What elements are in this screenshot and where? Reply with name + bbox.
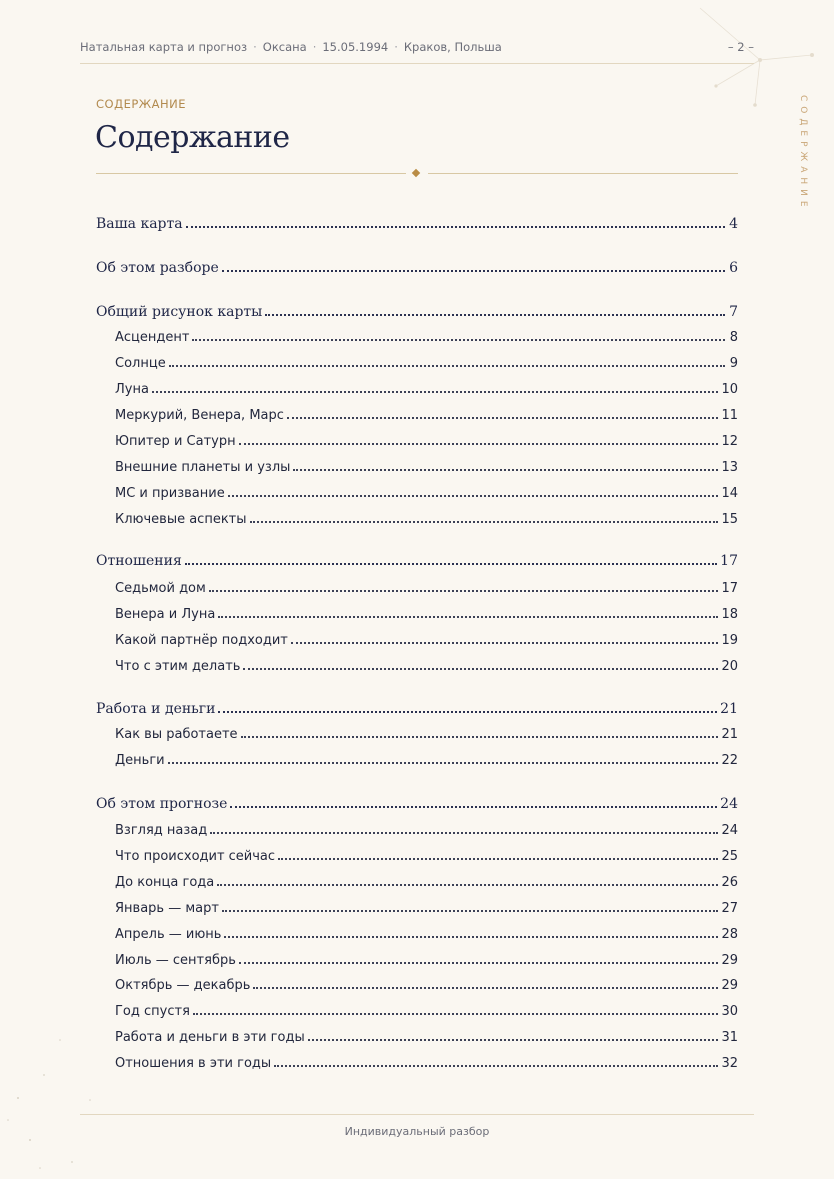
dot-leader xyxy=(209,589,719,592)
dot-leader xyxy=(308,1038,719,1041)
toc-entry-label: Солнце xyxy=(115,356,166,371)
toc-entry-label: Луна xyxy=(115,382,149,397)
toc-subsection-entry[interactable] xyxy=(115,953,738,968)
dot-leader xyxy=(250,520,719,523)
dot-leader xyxy=(291,641,719,644)
toc-subsection-entry[interactable] xyxy=(115,927,738,942)
dot-leader xyxy=(192,338,725,341)
toc-page-number: 29 xyxy=(721,978,738,993)
dot-leader xyxy=(224,935,718,938)
toc-entry-label: Ваша карта xyxy=(96,216,183,232)
dot-leader xyxy=(193,1012,719,1015)
toc-subsection-entry[interactable] xyxy=(115,659,738,674)
toc-section-entry[interactable] xyxy=(96,304,738,320)
dot-leader xyxy=(169,364,725,367)
footer-rule xyxy=(80,1114,754,1115)
toc-subsection-entry[interactable] xyxy=(115,727,738,742)
toc-entry-label: Ключевые аспекты xyxy=(115,512,247,527)
header-birth-date: 15.05.1994 xyxy=(322,40,389,54)
dot-leader xyxy=(287,416,719,419)
header-separator: · xyxy=(312,40,317,54)
toc-entry-label: До конца года xyxy=(115,875,215,890)
toc-page-number: 4 xyxy=(729,216,738,232)
dot-leader xyxy=(186,225,725,228)
toc-page-number: 22 xyxy=(721,753,738,768)
dot-leader xyxy=(222,909,719,912)
diamond-ornament-icon xyxy=(412,169,420,177)
dot-leader xyxy=(228,494,719,497)
toc-page-number: 8 xyxy=(729,330,738,345)
toc-entry-label: Что происходит сейчас xyxy=(115,849,276,864)
dot-leader xyxy=(218,710,717,713)
running-header xyxy=(80,40,754,54)
toc-subsection-entry[interactable] xyxy=(115,330,738,345)
toc-page-number: 31 xyxy=(721,1030,738,1045)
toc-entry-label: Юпитер и Сатурн xyxy=(115,434,236,449)
toc-subsection-entry[interactable] xyxy=(115,460,738,475)
dot-leader xyxy=(230,805,717,808)
dot-leader xyxy=(278,857,718,860)
divider-line-left xyxy=(96,173,406,174)
toc-page-number: 18 xyxy=(721,607,738,622)
header-separator: · xyxy=(394,40,398,54)
toc-entry-label: Общий рисунок карты xyxy=(96,304,263,320)
toc-page-number: 14 xyxy=(721,486,738,501)
toc-subsection-entry[interactable] xyxy=(115,382,738,397)
dot-leader xyxy=(274,1064,718,1067)
toc-page-number: 25 xyxy=(721,849,738,864)
dot-leader xyxy=(217,883,718,886)
title-divider xyxy=(96,168,738,180)
toc-entry-label: Год спустя xyxy=(115,1004,190,1019)
toc-entry-label: MC и призвание xyxy=(115,486,225,501)
toc-entry-label: Октябрь — декабрь xyxy=(115,978,251,993)
toc-subsection-entry[interactable] xyxy=(115,1004,738,1019)
toc-page-number: 21 xyxy=(720,701,738,717)
toc-subsection-entry[interactable] xyxy=(115,1056,738,1071)
page-title: Содержание xyxy=(95,120,290,155)
toc-entry-label: Взгляд назад xyxy=(115,823,208,838)
toc-entry-label: Отношения xyxy=(96,553,182,569)
toc-entry-label: Отношения в эти годы xyxy=(115,1056,272,1071)
divider-line-right xyxy=(428,173,738,174)
toc-subsection-entry[interactable] xyxy=(115,901,738,916)
dot-leader xyxy=(185,562,717,565)
toc-page-number: 13 xyxy=(721,460,738,475)
dot-leader xyxy=(265,313,725,316)
dot-leader xyxy=(239,961,719,964)
toc-page-number: 32 xyxy=(721,1056,738,1071)
dot-leader xyxy=(293,468,718,471)
dot-leader xyxy=(253,986,718,989)
toc-page-number: 17 xyxy=(720,553,738,569)
toc-subsection-entry[interactable] xyxy=(115,408,738,423)
header-page-number: – 2 – xyxy=(727,40,754,54)
toc-entry-label: Седьмой дом xyxy=(115,581,206,596)
dot-leader xyxy=(152,390,719,393)
toc-page-number: 10 xyxy=(721,382,738,397)
toc-page-number: 30 xyxy=(721,1004,738,1019)
toc-page-number: 12 xyxy=(721,434,738,449)
toc-entry-label: Январь — март xyxy=(115,901,219,916)
toc-entry-label: Деньги xyxy=(115,753,165,768)
toc-entry-label: Внешние планеты и узлы xyxy=(115,460,291,475)
header-rule xyxy=(80,63,754,64)
toc-page-number: 7 xyxy=(729,304,738,320)
toc-page-number: 19 xyxy=(721,633,738,648)
toc-page-number: 9 xyxy=(729,356,738,371)
toc-entry-label: Работа и деньги xyxy=(96,701,216,717)
dot-leader xyxy=(241,735,719,738)
toc-page-number: 24 xyxy=(721,823,738,838)
header-doc-title: Натальная карта и прогноз xyxy=(80,40,248,54)
toc-subsection-entry[interactable] xyxy=(115,633,738,648)
toc-page-number: 26 xyxy=(721,875,738,890)
toc-page-number: 20 xyxy=(721,659,738,674)
toc-entry-label: Работа и деньги в эти годы xyxy=(115,1030,305,1045)
dot-leader xyxy=(222,269,725,272)
toc-entry-label: Как вы работаете xyxy=(115,727,238,742)
toc-page-number: 15 xyxy=(721,512,738,527)
header-breadcrumb xyxy=(80,40,502,54)
toc-page-number: 21 xyxy=(721,727,738,742)
toc-subsection-entry[interactable] xyxy=(115,849,738,864)
dot-leader xyxy=(218,615,718,618)
toc-subsection-entry[interactable] xyxy=(115,875,738,890)
toc-entry-label: Асцендент xyxy=(115,330,190,345)
toc-page-number: 11 xyxy=(721,408,738,423)
header-separator: · xyxy=(253,40,257,54)
dot-leader xyxy=(210,831,718,834)
toc-entry-label: Июль — сентябрь xyxy=(115,953,236,968)
dot-leader xyxy=(243,667,718,670)
toc-section-entry[interactable] xyxy=(96,216,738,232)
toc-subsection-entry[interactable] xyxy=(115,581,738,596)
toc-page-number: 24 xyxy=(720,796,738,812)
toc-entry-label: Меркурий, Венера, Марс xyxy=(115,408,284,423)
toc-page-number: 27 xyxy=(721,901,738,916)
side-section-label: СОДЕРЖАНИЕ xyxy=(798,95,808,212)
running-footer: Индивидуальный разбор xyxy=(344,1125,490,1138)
header-birth-place: Краков, Польша xyxy=(403,40,502,54)
toc-entry-label: Венера и Луна xyxy=(115,607,216,622)
toc-section-entry[interactable] xyxy=(96,701,738,717)
toc-subsection-entry[interactable] xyxy=(115,434,738,449)
toc-subsection-entry[interactable] xyxy=(115,486,738,501)
toc-entry-label: Об этом разборе xyxy=(96,260,219,276)
toc-subsection-entry[interactable] xyxy=(115,1030,738,1045)
toc-page-number: 17 xyxy=(721,581,738,596)
toc-subsection-entry[interactable] xyxy=(115,607,738,622)
toc-entry-label: Апрель — июнь xyxy=(115,927,222,942)
toc-subsection-entry[interactable] xyxy=(115,356,738,371)
toc-section-entry[interactable] xyxy=(96,796,738,812)
header-client-name: Оксана xyxy=(262,40,307,54)
toc-entry-label: Об этом прогнозе xyxy=(96,796,228,812)
toc-section-entry[interactable] xyxy=(96,553,738,569)
dot-leader xyxy=(239,442,719,445)
toc-subsection-entry[interactable] xyxy=(115,512,738,527)
toc-entry-label: Что с этим делать xyxy=(115,659,241,674)
toc-page-number: 28 xyxy=(721,927,738,942)
section-eyebrow: СОДЕРЖАНИЕ xyxy=(96,97,187,111)
toc-page-number: 29 xyxy=(721,953,738,968)
toc-subsection-entry[interactable] xyxy=(115,823,738,838)
toc-section-entry[interactable] xyxy=(96,260,738,276)
toc-subsection-entry[interactable] xyxy=(115,753,738,768)
toc-entry-label: Какой партнёр подходит xyxy=(115,633,288,648)
toc-subsection-entry[interactable] xyxy=(115,978,738,993)
toc-page-number: 6 xyxy=(729,260,738,276)
dot-leader xyxy=(168,761,719,764)
